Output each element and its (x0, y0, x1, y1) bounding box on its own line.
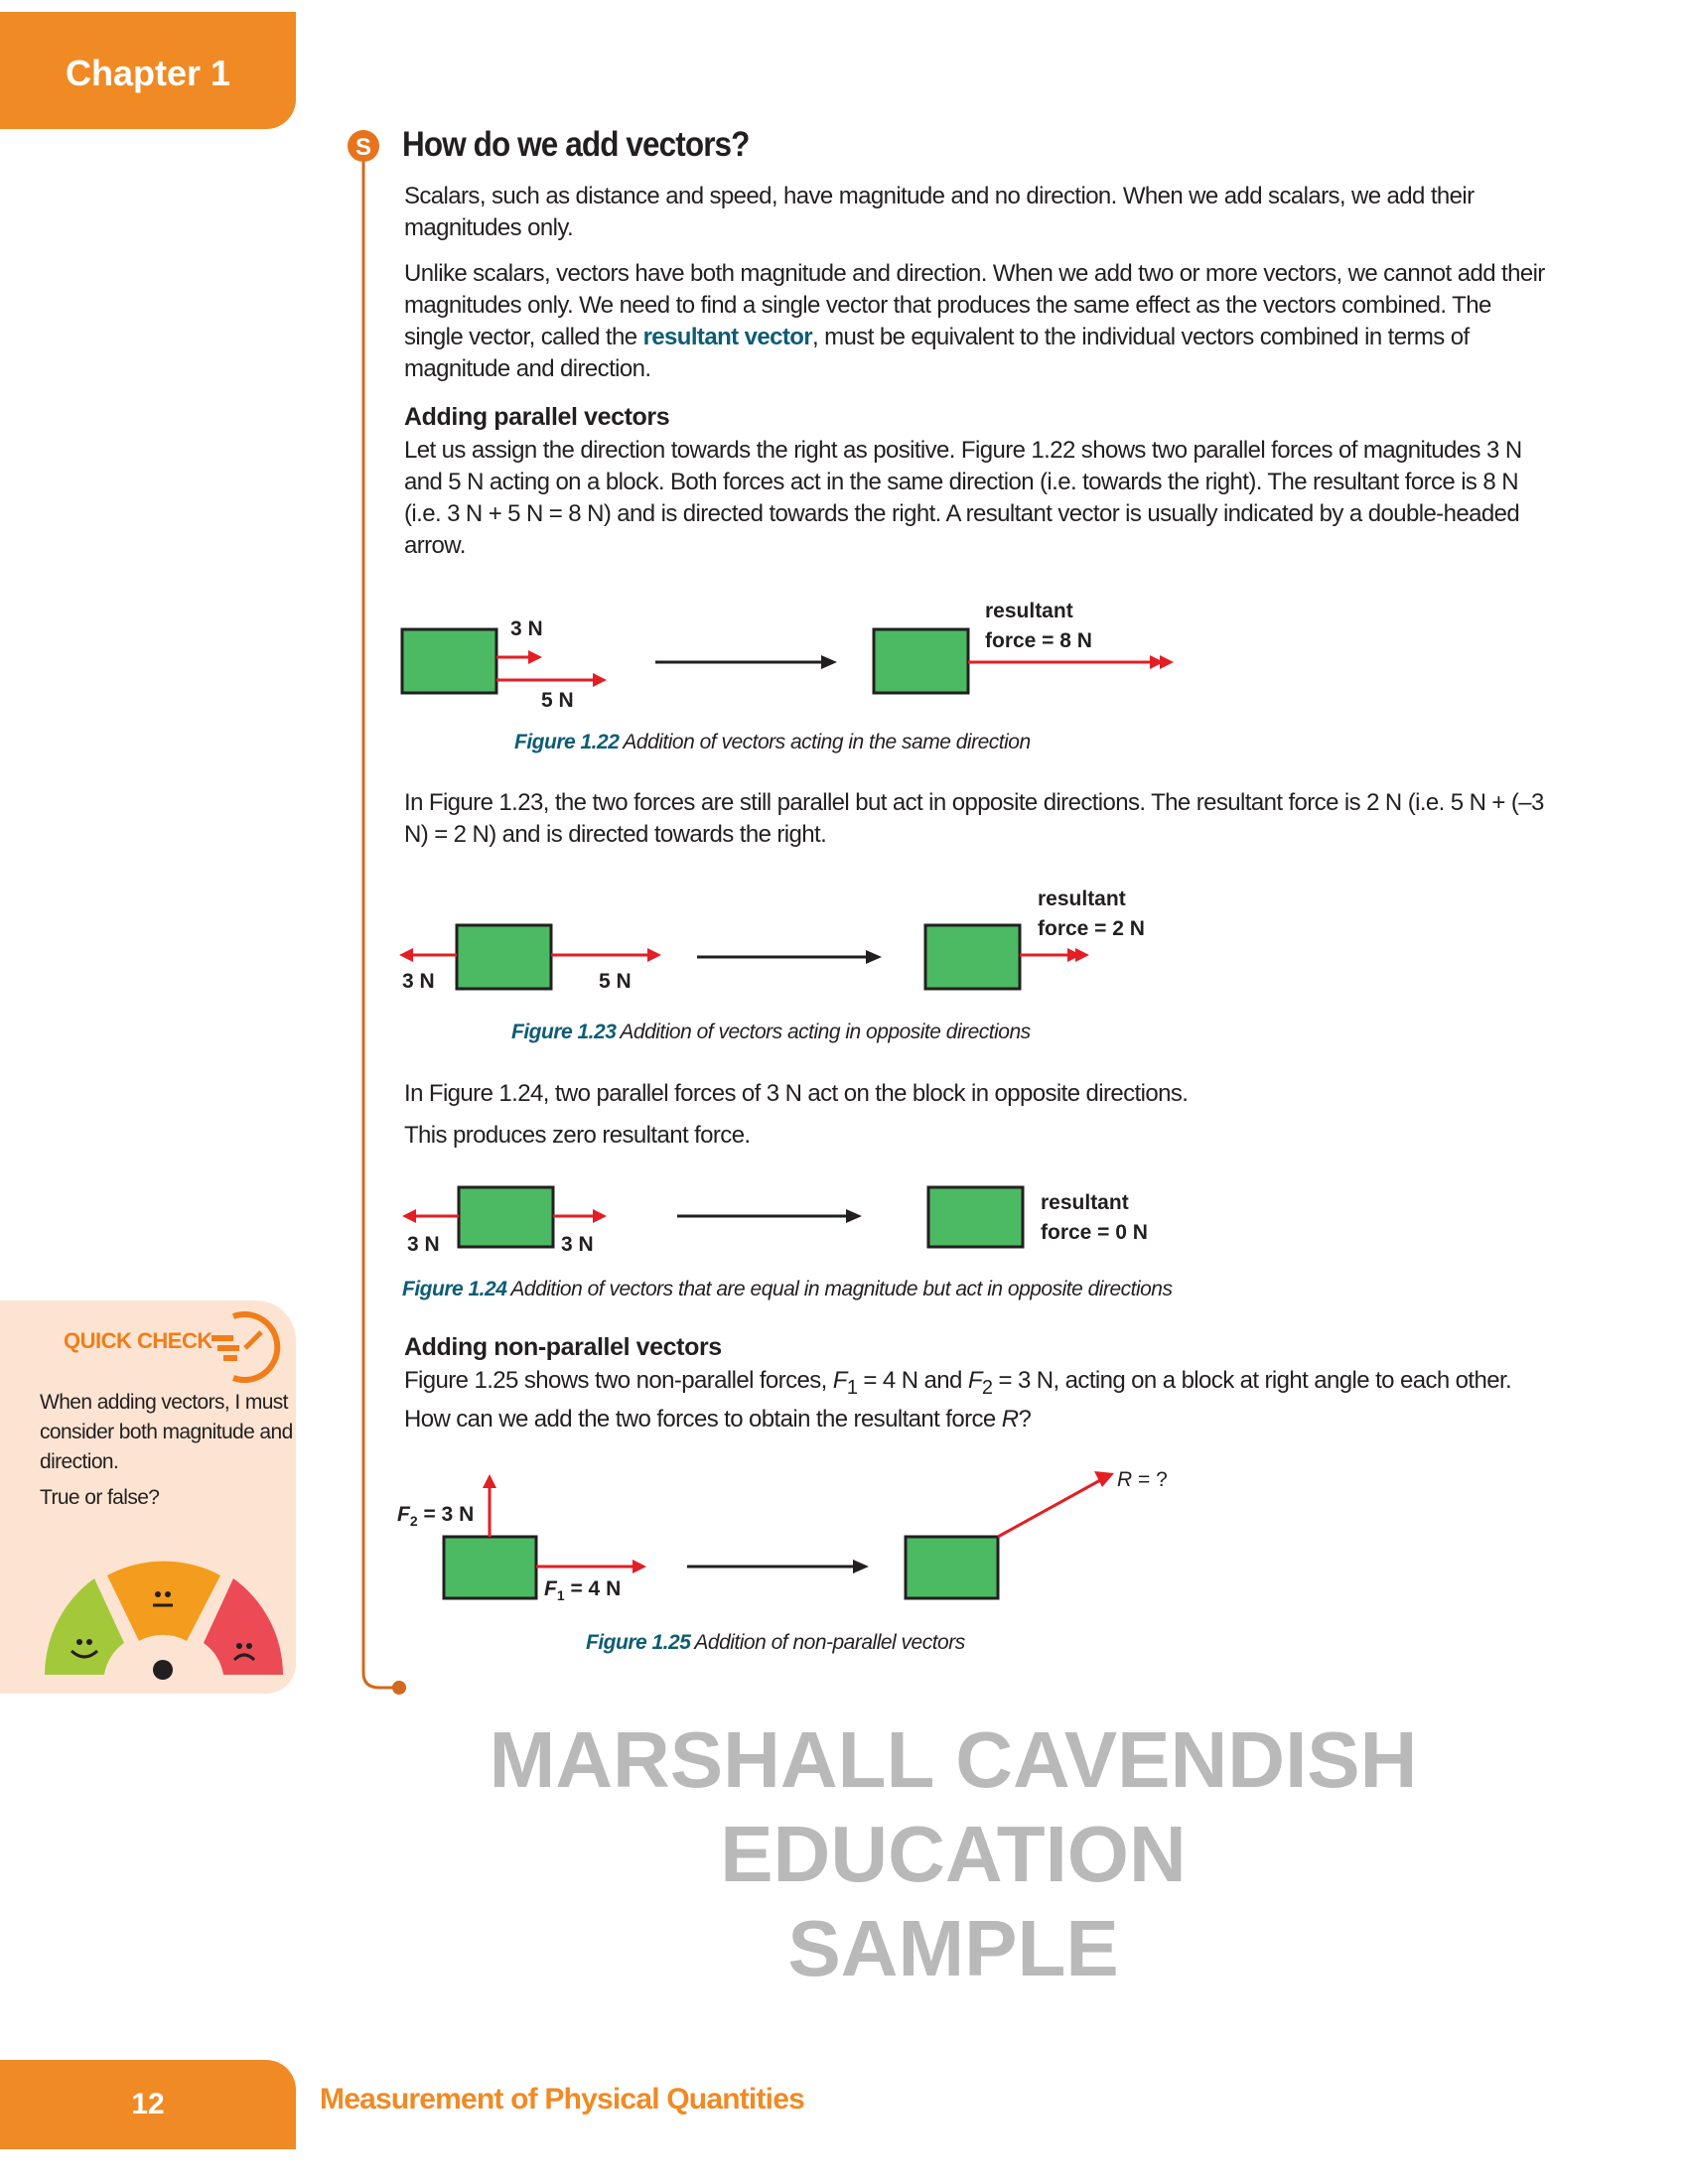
figure-1-24 (402, 1187, 1148, 1256)
section-badge-letter: S (354, 134, 372, 161)
subheading-parallel: Adding parallel vectors (404, 403, 670, 431)
speedometer-icon (204, 1308, 293, 1388)
subheading-nonparallel: Adding non-parallel vectors (404, 1333, 722, 1361)
paragraph-parallel: Let us assign the direction towards the right as positive. Figure 1.22 shows two parallel forces of magnitudes 3 N and 5 N acting on a block. Both forces act in the same direction (i.e. towards the right). The resultant force is 8 N (i.e. 3 N + 5 N = 8 N) and is directed towards the right. A resultant vector is usually indicated by a double-headed arrow. (404, 437, 1522, 559)
quick-check-statement: When adding vectors, I must consider both magnitude and direction. (40, 1391, 293, 1473)
block (457, 925, 551, 989)
label-3n: 3 N (402, 970, 435, 993)
label-resultant: resultant (985, 600, 1073, 622)
quick-check-body (40, 1388, 293, 1513)
label-resultant-value: force = 8 N (985, 629, 1092, 652)
label-f2: $F_2 = 3$ N (397, 1503, 475, 1529)
watermark-line-3: SAMPLE (787, 1904, 1119, 1992)
label-resultant-value: force = 0 N (1041, 1221, 1148, 1244)
label-resultant-value: force = 2 N (1038, 917, 1145, 940)
paragraph-vectors: Unlike scalars, vectors have both magnitude and direction. When we add two or more vectors, we cannot add their magnitudes only. We need to find a single vector that produces the same effect as the vectors combined. The single vector, called the resultant vector, must be equivalent to the individual vectors combined in terms of magnitude and direction. (404, 260, 1545, 382)
block (444, 1537, 536, 1598)
label-resultant: resultant (1038, 887, 1126, 910)
label-3n: 3 N (510, 617, 543, 640)
paragraph-zero: This produces zero resultant force. (404, 1122, 751, 1149)
label-3n-right: 3 N (561, 1233, 594, 1256)
block (402, 629, 496, 693)
caption-figure-1-25: Figure 1.25 Addition of non-parallel vectors (586, 1631, 965, 1654)
book-title: Measurement of Physical Quantities (320, 2083, 804, 2116)
paragraph-scalars: Scalars, such as distance and speed, have magnitude and no direction. When we add scalars, we add their magnitudes only. (404, 183, 1475, 241)
watermark-line-1: MARSHALL CAVENDISH (489, 1715, 1418, 1804)
label-r: R = ? (1117, 1468, 1168, 1491)
figure-1-25 (397, 1468, 1168, 1603)
label-5n: 5 N (541, 689, 574, 712)
block (925, 925, 1020, 989)
label-5n: 5 N (599, 970, 632, 993)
caption-figure-1-24: Figure 1.24 Addition of vectors that are equal in magnitude but act in opposite directions (402, 1278, 1173, 1300)
paragraph-equal: In Figure 1.24, two parallel forces of 3 N act on the block in opposite directions. (404, 1080, 1189, 1107)
gauge-pivot (153, 1660, 173, 1680)
page-number: 12 (0, 2060, 296, 2149)
caption-figure-1-22: Figure 1.22 Addition of vectors acting in the same direction (514, 731, 1031, 753)
block (906, 1537, 998, 1598)
sad-segment[interactable] (204, 1578, 283, 1675)
paragraph-opposite: In Figure 1.23, the two forces are still parallel but act in opposite directions. The resultant force is 2 N (i.e. 5 N + (–3 N) = 2 N) and is directed towards the right. (404, 789, 1544, 848)
block (874, 629, 968, 693)
block (459, 1187, 553, 1247)
section-title: How do we add vectors? (402, 125, 750, 164)
label-3n-left: 3 N (407, 1233, 440, 1256)
figure-1-22 (402, 600, 1174, 712)
figure-1-23 (399, 887, 1145, 993)
caption-figure-1-23: Figure 1.23 Addition of vectors acting in opposite directions (511, 1021, 1031, 1043)
neutral-segment[interactable] (107, 1562, 220, 1641)
mood-gauge (40, 1549, 288, 1688)
chapter-tab: Chapter 1 (0, 12, 296, 129)
block (928, 1187, 1023, 1247)
quick-check-question: True or false? (40, 1486, 160, 1509)
quick-check-title: QUICK CHECK (64, 1328, 212, 1353)
watermark-line-2: EDUCATION (720, 1810, 1187, 1898)
happy-segment[interactable] (45, 1578, 124, 1675)
label-resultant: resultant (1041, 1191, 1129, 1214)
label-f1: $F_1 = 4$ N (544, 1577, 622, 1603)
paragraph-nonparallel: Figure 1.25 shows two non-parallel forces, $F_1 = 4$ N and $F_2 = 3$ N, acting on a block at right angle to each other. How can we add the two forces to obtain the resultant force R? (404, 1367, 1512, 1433)
keyword-resultant-vector: resultant vector (642, 324, 813, 350)
